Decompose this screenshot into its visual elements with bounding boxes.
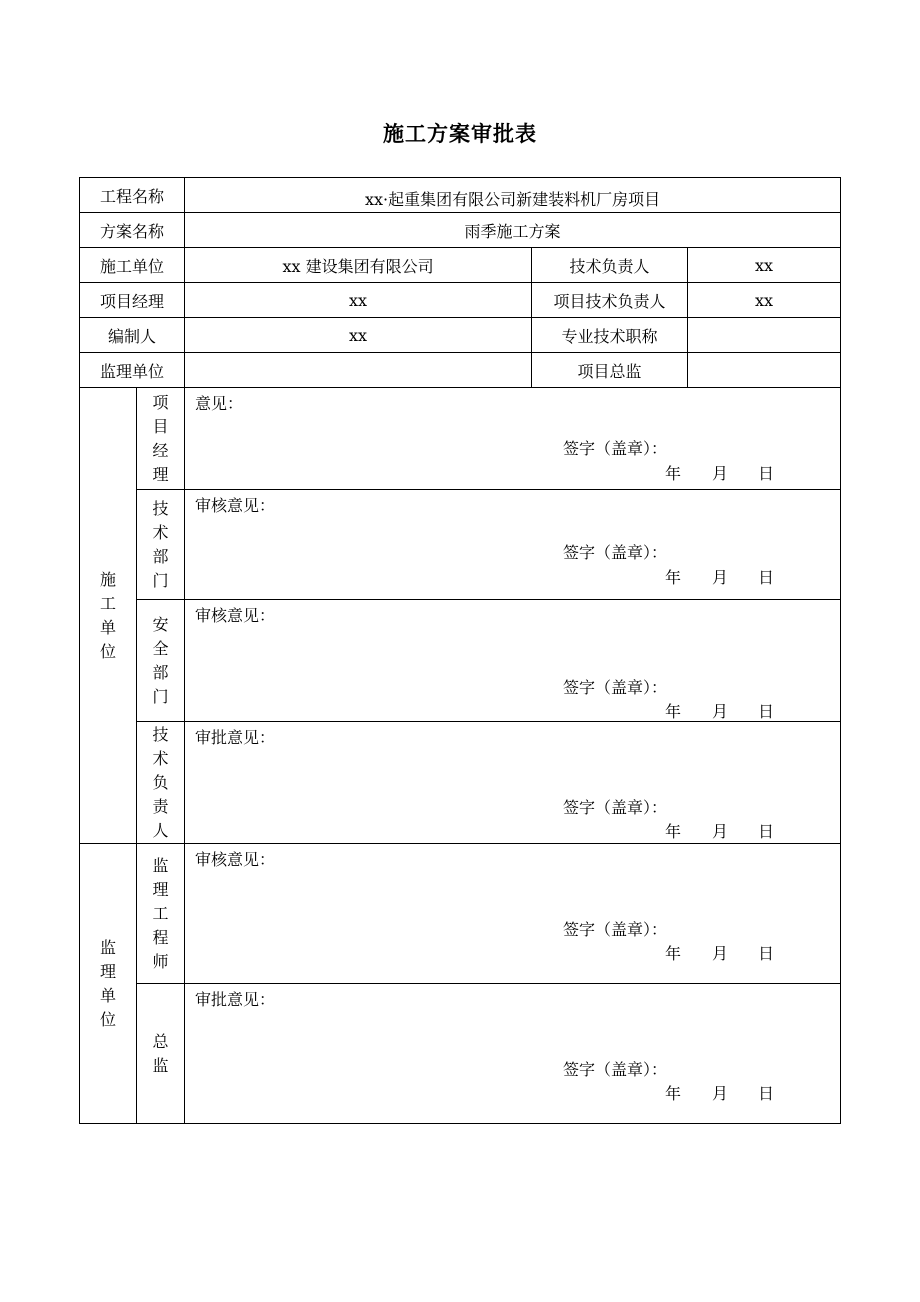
project-manager-value: xx (185, 283, 532, 318)
tech-lead-label: 技术负责人 (532, 248, 688, 283)
sign-label: 签字（盖章）： (563, 439, 668, 458)
supervisor-value (185, 353, 532, 388)
row-plan-name (80, 213, 841, 248)
date-line: 年 月 日 (665, 822, 775, 841)
sign-label: 签字（盖章）： (563, 798, 668, 817)
section-chief-supervisor (80, 984, 841, 1124)
date-line: 年 月 日 (665, 1084, 775, 1103)
sign-label: 签字（盖章）： (563, 920, 668, 939)
role-project-manager: 项 目 经 理 (137, 388, 185, 490)
date-line: 年 月 日 (665, 944, 775, 963)
contractor-label: 施工单位 (80, 248, 185, 283)
supervisor-label: 监理单位 (80, 353, 185, 388)
plan-name-label: 方案名称 (80, 213, 185, 248)
role-tech-lead: 技 术 负 责 人 (137, 722, 185, 844)
section-safety-dept (80, 600, 841, 722)
date-line: 年 月 日 (665, 464, 775, 483)
section-tech-dept (80, 490, 841, 600)
opinion-tech-dept[interactable]: 审核意见： 签字（盖章）： 年 月 日 (185, 490, 841, 600)
opinion-project-manager[interactable]: 意见： 签字（盖章）： 年 月 日 (185, 388, 841, 490)
tech-title-value (688, 318, 841, 353)
supervision-unit-label: 监 理 单 位 (80, 844, 137, 1124)
tech-title-label: 专业技术职称 (532, 318, 688, 353)
row-contractor (80, 248, 841, 283)
project-manager-label: 项目经理 (80, 283, 185, 318)
approval-form-table (79, 177, 841, 1124)
row-project-manager (80, 283, 841, 318)
project-tech-lead-label: 项目技术负责人 (532, 283, 688, 318)
row-compiler (80, 318, 841, 353)
plan-name-value: 雨季施工方案 (185, 213, 841, 248)
role-supervision-engineer: 监 理 工 程 师 (137, 844, 185, 984)
section-project-manager (80, 388, 841, 490)
section-supervision-engineer (80, 844, 841, 984)
date-line: 年 月 日 (665, 702, 775, 721)
tech-lead-value: xx (688, 248, 841, 283)
row-project-name (80, 178, 841, 213)
role-tech-dept: 技 术 部 门 (137, 490, 185, 600)
compiler-value: xx (185, 318, 532, 353)
project-tech-lead-value: xx (688, 283, 841, 318)
section-tech-lead (80, 722, 841, 844)
role-chief-supervisor: 总 监 (137, 984, 185, 1124)
opinion-safety-dept[interactable]: 审核意见： 签字（盖章）： 年 月 日 (185, 600, 841, 722)
row-supervisor (80, 353, 841, 388)
role-safety-dept: 安 全 部 门 (137, 600, 185, 722)
project-name-label: 工程名称 (80, 178, 185, 213)
chief-supervisor-label: 项目总监 (532, 353, 688, 388)
opinion-supervision-engineer[interactable]: 审核意见： 签字（盖章）： 年 月 日 (185, 844, 841, 984)
sign-label: 签字（盖章）： (563, 1060, 668, 1079)
compiler-label: 编制人 (80, 318, 185, 353)
sign-label: 签字（盖章）： (563, 543, 668, 562)
sign-label: 签字（盖章）： (563, 678, 668, 697)
contractor-value: xx 建设集团有限公司 (185, 248, 532, 283)
opinion-tech-lead[interactable]: 审批意见： 签字（盖章）： 年 月 日 (185, 722, 841, 844)
chief-supervisor-value (688, 353, 841, 388)
date-line: 年 月 日 (665, 568, 775, 587)
opinion-chief-supervisor[interactable]: 审批意见： 签字（盖章）： 年 月 日 (185, 984, 841, 1124)
form-title: 施工方案审批表 (383, 121, 537, 146)
project-name-value: xx·起重集团有限公司新建装料机厂房项目 (185, 178, 841, 213)
construction-unit-label: 施 工 单 位 (80, 388, 137, 844)
